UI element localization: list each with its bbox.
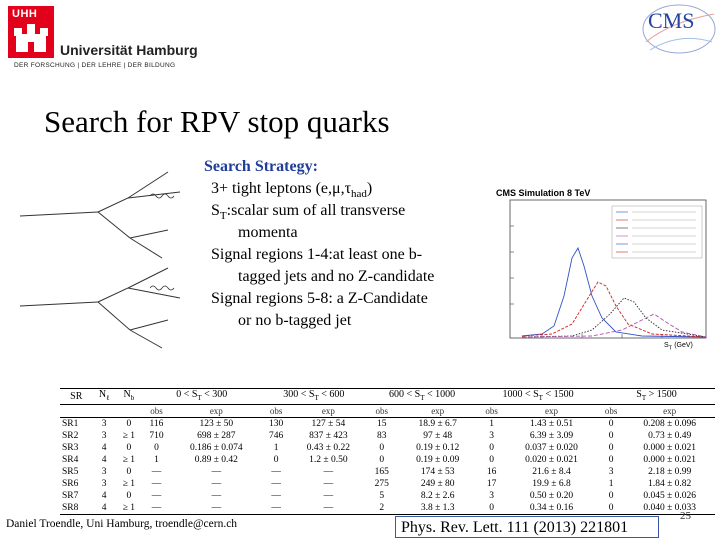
table-cell: 0 [489, 443, 494, 453]
table-cell: 3 [101, 431, 107, 441]
strategy-heading: Search Strategy: [204, 158, 318, 175]
sub-empty-1 [60, 405, 93, 418]
university-name: Universität Hamburg [60, 42, 198, 58]
table-cell: 0.020 ± 0.021 [525, 455, 578, 465]
strategy-bullet-leptons [211, 180, 372, 200]
col-nb [116, 389, 142, 405]
col-bin1-b: < 300 [201, 389, 228, 400]
table-cell: 710 [149, 431, 164, 441]
table-cell: 0 [126, 443, 132, 453]
table-cell: — [171, 502, 262, 515]
strategy-bullet-st [211, 202, 405, 222]
col-bin5-a: S [636, 389, 642, 400]
table-cell: 0.34 ± 0.16 [505, 502, 598, 515]
cms-logo-text: CMS [648, 8, 695, 33]
table-cell: 123 ± 50 [199, 419, 234, 429]
table-cell: 0 [598, 502, 624, 515]
table-cell: 0 [608, 443, 614, 453]
table-row [60, 466, 715, 478]
table-cell: 4 [93, 502, 116, 515]
castle-icon [8, 6, 54, 58]
table-cell: ≥ 1 [122, 455, 136, 465]
sub-exp-4: exp [505, 405, 598, 418]
cms-logo [640, 2, 718, 56]
strategy-bullet-sr14-cont: tagged jets and no Z-candidate [238, 268, 435, 285]
table-cell: 174 ± 53 [420, 467, 455, 477]
table-cell: SR4 [62, 455, 79, 465]
table-cell: 1.84 ± 0.82 [648, 479, 692, 489]
table-cell: 0.208 ± 0.096 [643, 419, 697, 429]
bullet-st-sub: T [219, 210, 227, 223]
table-cell: 1.2 ± 0.50 [309, 455, 348, 465]
table-cell: 3 [101, 419, 107, 429]
table-cell: 97 ± 48 [423, 431, 453, 441]
table-row [60, 454, 715, 466]
table-header-row [60, 389, 715, 405]
table-cell: — [323, 467, 334, 477]
table-cell: 1.43 ± 0.51 [529, 419, 574, 429]
bullet-st-s: S [211, 202, 220, 219]
table-cell: 83 [376, 431, 387, 441]
table-body [60, 418, 715, 515]
table-cell: 15 [376, 419, 387, 429]
table-cell: 16 [486, 467, 497, 477]
table-cell: ≥ 1 [122, 479, 136, 489]
table-cell: 4 [101, 491, 107, 501]
sub-empty-3 [116, 405, 142, 418]
table-cell: 0.50 ± 0.20 [529, 491, 574, 501]
table-cell: 3.8 ± 1.3 [397, 502, 478, 515]
table-cell: — [211, 467, 222, 477]
table-row [60, 478, 715, 490]
table-cell: SR3 [62, 443, 79, 453]
col-sr: SR [60, 389, 93, 405]
table-cell: 0.43 ± 0.22 [306, 443, 351, 453]
col-bin5 [598, 389, 715, 405]
table-cell: 0.89 ± 0.42 [194, 455, 238, 465]
col-bin3-a: 600 < S [389, 389, 421, 400]
table-cell: 21.6 ± 8.4 [532, 467, 571, 477]
table-cell: ≥ 1 [122, 431, 136, 441]
table-cell: 1 [608, 479, 614, 489]
col-bin4-sub: T [538, 394, 543, 402]
table-cell: SR2 [62, 431, 79, 441]
signal-region-table [60, 388, 715, 513]
sub-obs-2: obs [262, 405, 291, 418]
table-cell: — [291, 502, 366, 515]
col-bin4-b: < 1500 [542, 389, 574, 400]
university-logo [8, 6, 198, 69]
table-cell: 165 [374, 467, 389, 477]
strategy-bullet-st-cont: momenta [238, 224, 298, 241]
plot-x-label [664, 342, 693, 351]
table-cell: 1 [154, 455, 159, 465]
sub-exp-5: exp [624, 405, 715, 418]
col-bin5-b: > 1500 [646, 389, 677, 400]
table-cell: 1 [489, 419, 494, 429]
table-cell: 8.2 ± 2.6 [420, 491, 455, 501]
table-row [60, 502, 715, 515]
table-cell: 0 [154, 443, 159, 453]
table-cell: 3 [489, 431, 494, 441]
col-nl [93, 389, 116, 405]
table-cell: 698 ± 287 [197, 431, 236, 441]
table-cell: — [271, 491, 281, 501]
col-bin2-a: 300 < S [283, 389, 315, 400]
col-bin3 [366, 389, 478, 405]
feynman-diagram [10, 160, 210, 360]
reference-text: Phys. Rev. Lett. 111 (2013) 221801 [401, 519, 629, 536]
table-cell: 0 [379, 455, 385, 465]
table-cell: 4 [101, 455, 107, 465]
table-cell: 0.000 ± 0.021 [643, 455, 697, 465]
table-cell: 746 [269, 431, 284, 441]
uhh-logo-mark-text: UHH [12, 8, 38, 20]
table-cell: SR8 [60, 502, 93, 515]
plot-canvas [492, 186, 714, 356]
table-cell: 4 [101, 443, 107, 453]
col-bin3-b: < 1000 [424, 389, 456, 400]
col-bin1-a: 0 < S [176, 389, 198, 400]
slide-title: Search for RPV stop quarks [44, 104, 390, 139]
table-cell: — [271, 467, 281, 477]
col-nl-sub: ℓ [106, 394, 110, 402]
table-cell: 6.39 ± 3.09 [529, 431, 574, 441]
table-cell: 0 [489, 455, 494, 465]
page-number: 25 [680, 510, 691, 522]
col-bin2-sub: T [314, 394, 319, 402]
table-cell: 3 [608, 467, 614, 477]
table-cell: 127 ± 54 [311, 419, 346, 429]
table-cell: 3 [101, 467, 107, 477]
table-cell: 0.186 ± 0.074 [189, 443, 243, 453]
table-cell: 19.9 ± 6.8 [532, 479, 571, 489]
table-cell: 0 [608, 491, 614, 501]
sub-exp-2: exp [291, 405, 366, 418]
table-cell: 275 [374, 479, 389, 489]
col-bin2-b: < 600 [318, 389, 345, 400]
table-cell: 3 [101, 479, 107, 489]
table-row [60, 430, 715, 442]
table-cell: 0.037 ± 0.020 [525, 443, 578, 453]
simulation-plot [492, 186, 714, 356]
strategy-bullet-sr14: Signal regions 1-4:at least one b- [211, 246, 423, 263]
table-cell: — [211, 479, 222, 489]
table-cell: 5 [379, 491, 385, 501]
table-cell: 837 ± 423 [309, 431, 348, 441]
table-cell: SR5 [62, 467, 79, 477]
table-cell: 0.73 ± 0.49 [648, 431, 692, 441]
table-cell: 0.000 ± 0.021 [643, 443, 697, 453]
col-nb-sub: b [130, 394, 135, 402]
table-cell: 0 [478, 502, 505, 515]
table-cell: 18.9 ± 6.7 [418, 419, 457, 429]
col-bin4-a: 1000 < S [502, 389, 539, 400]
table-cell: 0 [273, 455, 279, 465]
table-cell: 1 [273, 443, 279, 453]
col-bin3-sub: T [420, 394, 425, 402]
table-subheader-row [60, 405, 715, 418]
table-cell: 0.19 ± 0.12 [416, 443, 460, 453]
table-cell: 249 ± 80 [420, 479, 455, 489]
table-cell: — [323, 479, 334, 489]
plot-x-label-sub: T [668, 345, 673, 352]
table-cell: SR1 [62, 419, 79, 429]
table-cell: 0 [608, 419, 614, 429]
table-cell: 0.19 ± 0.09 [416, 455, 460, 465]
sub-obs-3: obs [366, 405, 397, 418]
bullet-leptons-text: 3+ tight leptons (e,μ,τ [211, 180, 352, 197]
sub-exp-1: exp [171, 405, 262, 418]
strategy-bullet-sr58-cont: or no b-tagged jet [238, 312, 352, 329]
table-row [60, 490, 715, 502]
table-row [60, 418, 715, 431]
table-cell: 116 [149, 419, 164, 429]
table-cell: 0 [126, 419, 132, 429]
sub-obs-5: obs [598, 405, 624, 418]
table-cell: 2.18 ± 0.99 [648, 467, 692, 477]
table-cell: 2 [366, 502, 397, 515]
table-cell: 0 [608, 455, 614, 465]
university-tagline: DER FORSCHUNG | DER LEHRE | DER BILDUNG [14, 62, 176, 69]
table-cell: 3 [489, 491, 494, 501]
table-cell: 17 [486, 479, 497, 489]
table-cell: SR6 [62, 479, 79, 489]
col-nb-text: N [123, 389, 131, 400]
table-cell: 0.045 ± 0.026 [643, 491, 697, 501]
table-cell: — [151, 491, 162, 501]
table-cell: — [271, 479, 281, 489]
strategy-bullet-sr58: Signal regions 5-8: a Z-Candidate [211, 290, 428, 307]
bullet-leptons-close: ) [366, 180, 373, 197]
table-cell: SR7 [62, 491, 79, 501]
table-row [60, 442, 715, 454]
table-cell: 0.040 ± 0.033 [624, 502, 715, 515]
plot-x-label-unit: (GeV) [674, 342, 693, 349]
table-cell: 0 [126, 491, 132, 501]
bullet-leptons-sub: had [351, 188, 367, 201]
col-bin1 [142, 389, 262, 405]
table-cell: — [262, 502, 291, 515]
table-cell: — [151, 479, 162, 489]
table-cell: 0 [379, 443, 385, 453]
plot-x-label-s: S [664, 342, 669, 349]
table-cell: — [211, 491, 222, 501]
table-cell: — [323, 491, 334, 501]
sub-obs-1: obs [142, 405, 171, 418]
col-bin4 [478, 389, 598, 405]
col-bin1-sub: T [197, 394, 202, 402]
uhh-logo-mark [8, 6, 54, 58]
sub-empty-2 [93, 405, 116, 418]
plot-title: CMS Simulation 8 TeV [496, 188, 591, 198]
table-cell: — [151, 467, 162, 477]
sub-obs-4: obs [478, 405, 505, 418]
table-cell: 130 [269, 419, 284, 429]
sub-exp-3: exp [397, 405, 478, 418]
table-cell: 0 [126, 467, 132, 477]
table-cell: 0 [608, 431, 614, 441]
bullet-st-text: :scalar sum of all transverse [226, 202, 406, 219]
table-cell: — [142, 502, 171, 515]
results-table [60, 388, 715, 515]
footer-author: Daniel Troendle, Uni Hamburg, troendle@cern.ch [6, 518, 238, 530]
col-bin5-sub: T [641, 394, 647, 402]
table-cell: ≥ 1 [116, 502, 142, 515]
reference-box [395, 516, 659, 538]
col-nl-text: N [98, 389, 107, 400]
col-bin2 [262, 389, 367, 405]
